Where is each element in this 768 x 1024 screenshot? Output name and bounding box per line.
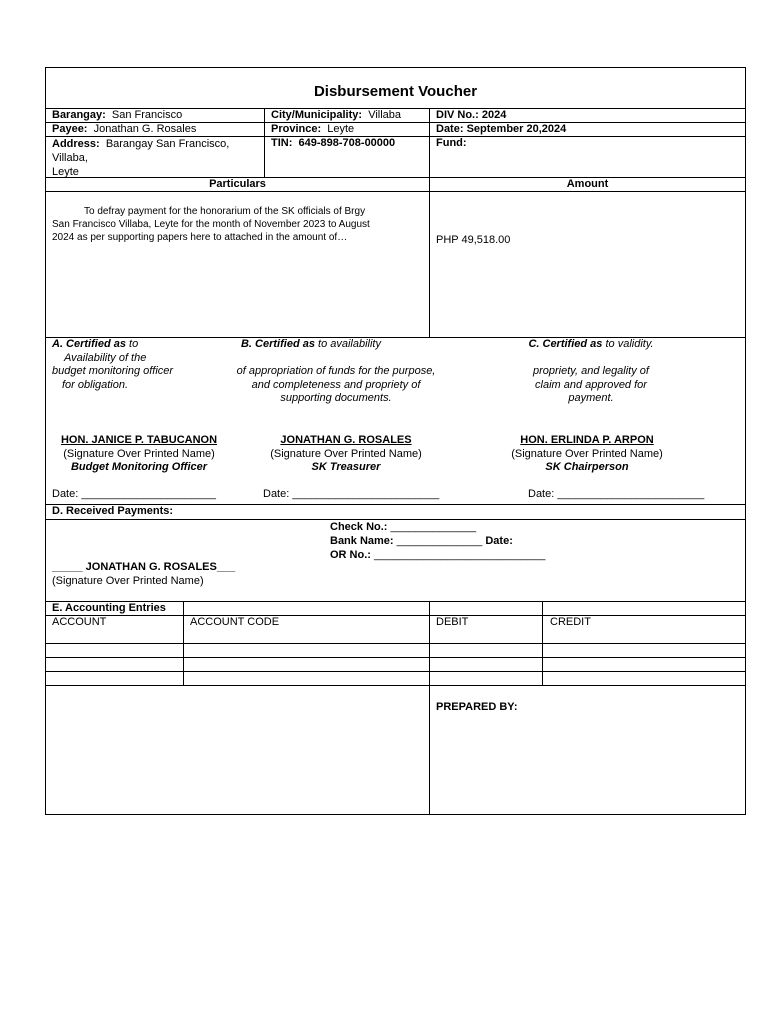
date-field: Date: September 20,2024 — [436, 123, 567, 135]
province-field: Province: Leyte — [271, 123, 355, 135]
barangay-field: Barangay: San Francisco — [52, 109, 183, 121]
column-account: ACCOUNT — [52, 616, 107, 628]
signatory-a: HON. JANICE P. TABUCANON (Signature Over Printed Name) Budget Monitoring Officer — [60, 434, 218, 473]
signatory-c: HON. ERLINDA P. ARPON (Signature Over Printed Name) SK Chairperson — [511, 434, 663, 473]
city-field: City/Municipality: Villaba — [271, 109, 402, 121]
prepared-by-label: PREPARED BY: — [436, 701, 518, 713]
amount-value: PHP 49,518.00 — [436, 234, 511, 246]
address-field: Address: Barangay San Francisco, Villaba, Leyte — [52, 138, 230, 178]
amount-header: Amount — [566, 178, 609, 190]
column-credit: CREDIT — [550, 616, 591, 628]
particulars-text: To defray payment for the honorarium of the SK officials of Brgy San Francisco Villaba, Leyte for the month of November 2023 to August 2024 as per supporting papers here to attached in the amount of… — [52, 206, 370, 243]
fund-field: Fund: — [436, 137, 467, 149]
tin-field: TIN: 649-898-708-00000 — [271, 137, 396, 149]
page-title: Disbursement Voucher — [313, 83, 478, 100]
column-debit: DEBIT — [436, 616, 469, 628]
certification-c: C. Certified as to validity. propriety, and legality of claim and approved for payment. — [528, 338, 654, 404]
certification-b: B. Certified as to availability of appropriation of funds for the purpose, and completeness and propriety of supporting documents. — [236, 338, 436, 404]
div-number-field: DIV No.: 2024 — [436, 109, 507, 121]
date-line-a[interactable]: Date: ______________________ — [52, 488, 216, 500]
column-account-code: ACCOUNT CODE — [190, 616, 280, 628]
date-line-b[interactable]: Date: ________________________ — [263, 488, 440, 500]
date-line-c[interactable]: Date: ________________________ — [528, 488, 705, 500]
signatory-b: JONATHAN G. ROSALES (Signature Over Printed Name) SK Treasurer — [270, 434, 422, 473]
payee-field: Payee: Jonathan G. Rosales — [52, 123, 197, 135]
particulars-header: Particulars — [209, 178, 266, 190]
payment-details: Check No.: ______________ Bank Name: ______________ Date: OR No.: ____________________________ — [330, 521, 546, 561]
received-signatory: _____ JONATHAN G. ROSALES___ (Signature Over Printed Name) — [52, 561, 236, 587]
disbursement-voucher-form — [45, 67, 746, 815]
received-payments-header: D. Received Payments: — [52, 505, 174, 517]
certification-a: A. Certified as to Availability of the budget monitoring officer for obligation. — [52, 338, 174, 391]
accounting-entries-header: E. Accounting Entries — [52, 602, 166, 614]
